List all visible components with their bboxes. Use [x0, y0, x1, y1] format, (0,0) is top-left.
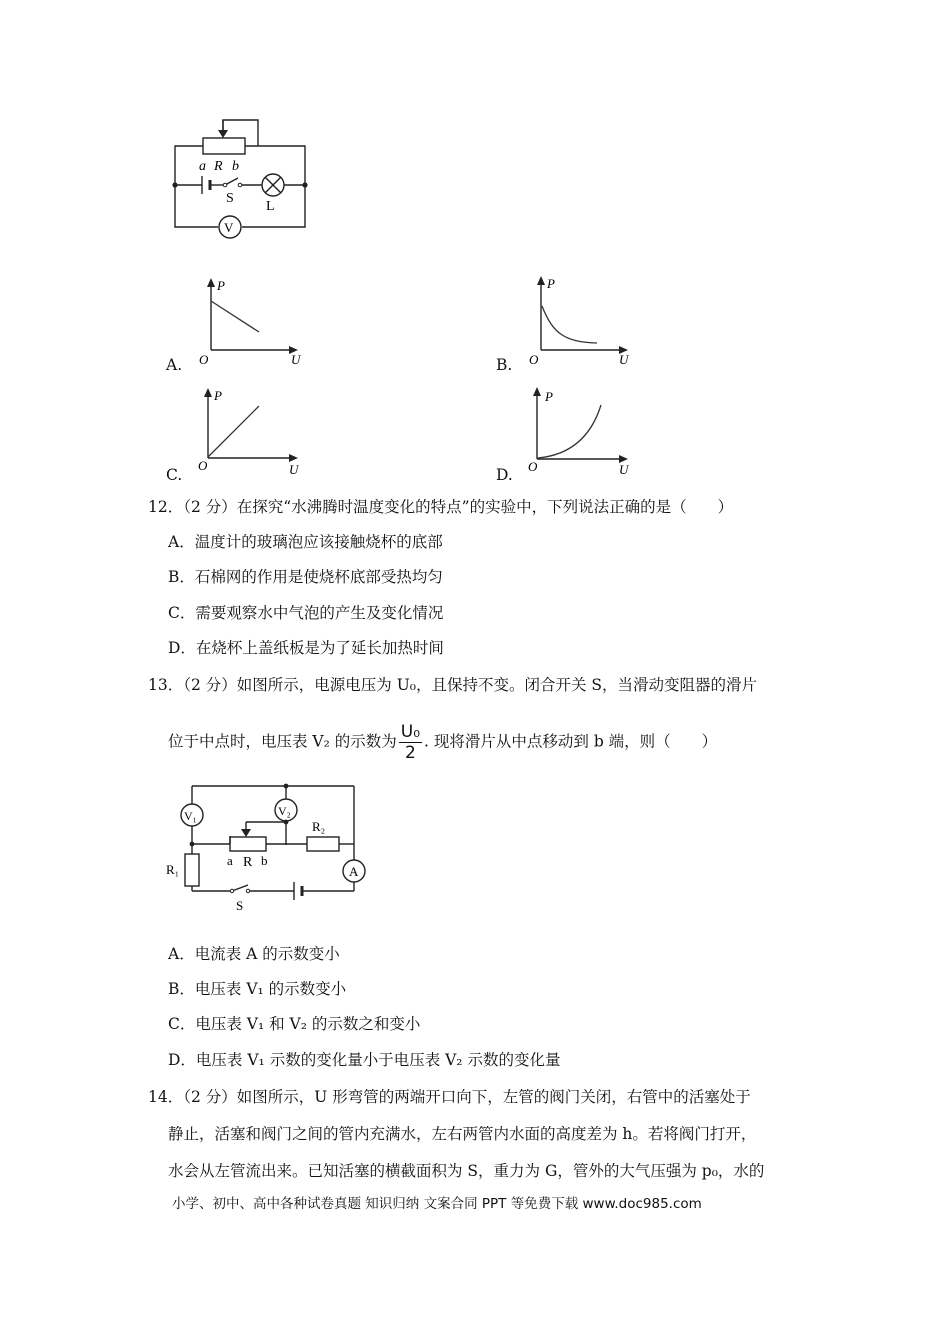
- label-L: L: [266, 199, 275, 214]
- label-V: V: [224, 220, 234, 235]
- graph-d-letter: D.: [496, 466, 513, 484]
- svg-text:U: U: [289, 462, 299, 477]
- q12-option-b: B．石棉网的作用是使烧杯底部受热均匀: [168, 568, 443, 586]
- q14-line3: 水会从左管流出来。已知活塞的横截面积为 S，重力为 G，管外的大气压强为 p₀，水的: [168, 1162, 765, 1180]
- graph-c-line: [208, 406, 259, 457]
- graph-b: [525, 272, 645, 369]
- label-R: R: [214, 159, 223, 174]
- svg-text:P: P: [214, 388, 222, 403]
- label-a-end: a: [227, 853, 233, 868]
- graph-a-letter: A.: [166, 356, 183, 374]
- graph-c-letter: C.: [166, 466, 183, 484]
- fraction-u0-over-2: $\frac{\text{U₀}}{2}$: [400, 722, 421, 763]
- q12-option-d: D．在烧杯上盖纸板是为了延长加热时间: [168, 639, 444, 657]
- label-S: S: [226, 191, 234, 206]
- svg-text:U: U: [619, 352, 629, 367]
- svg-text:O: O: [528, 459, 538, 474]
- label-r1: R₁: [166, 862, 180, 877]
- svg-text:O: O: [529, 352, 539, 367]
- label-b-end: b: [261, 853, 268, 868]
- label-ammeter: A: [349, 864, 359, 879]
- label-v1: V₁: [184, 809, 197, 823]
- svg-text:P: P: [217, 278, 225, 293]
- svg-text:O: O: [199, 352, 209, 367]
- label-a: a: [199, 159, 206, 174]
- q13-option-a: A．电流表 A 的示数变小: [168, 945, 340, 963]
- q13-option-d: D．电压表 V₁ 示数的变化量小于电压表 V₂ 示数的变化量: [168, 1051, 561, 1069]
- q13-option-b: B．电压表 V₁ 的示数变小: [168, 980, 347, 998]
- graph-b-curve: [542, 306, 597, 343]
- q12-stem: 12．（2 分）在探究“水沸腾时温度变化的特点”的实验中，下列说法正确的是（ ）: [148, 498, 734, 516]
- label-v2: V₂: [278, 804, 291, 818]
- graph-b-letter: B.: [496, 356, 513, 374]
- svg-text:U: U: [291, 352, 301, 367]
- q12-option-a: A．温度计的玻璃泡应该接触烧杯的底部: [168, 533, 443, 551]
- q13-stem-line2: 位于中点时，电压表 V₂ 的示数为 $\frac{\text{U₀}}{2}$ . 现将滑片从中点移动到 b 端，则（ ）: [168, 722, 718, 763]
- label-r-rheostat: R: [243, 855, 253, 870]
- q12-option-c: C．需要观察水中气泡的产生及变化情况: [168, 604, 444, 622]
- graph-d: [525, 383, 645, 479]
- graph-c: [195, 384, 315, 479]
- page-footer: 小学、初中、高中各种试卷真题 知识归纳 文案合同 PPT 等免费下载 www.doc985.com: [172, 1196, 702, 1212]
- q14-line2: 静止，活塞和阀门之间的管内充满水，左右两管内水面的高度差为 h。若将阀门打开，: [168, 1125, 757, 1143]
- svg-text:P: P: [547, 276, 555, 291]
- graph-a: [195, 274, 315, 369]
- svg-text:U: U: [619, 462, 629, 477]
- svg-text:O: O: [198, 458, 208, 473]
- q13-stem-line1: 13．（2 分）如图所示，电源电压为 U₀，且保持不变。闭合开关 S，当滑动变阻器的滑片: [148, 676, 758, 694]
- q14-line1: 14．（2 分）如图所示，U 形弯管的两端开口向下，左管的阀门关闭，右管中的活塞处于: [148, 1088, 751, 1106]
- svg-text:P: P: [545, 389, 553, 404]
- q13-option-c: C．电压表 V₁ 和 V₂ 的示数之和变小: [168, 1015, 421, 1033]
- graph-d-curve: [538, 405, 601, 458]
- label-switch: S: [236, 898, 244, 913]
- label-b: b: [232, 159, 239, 174]
- graph-a-line: [211, 301, 259, 332]
- label-r2: R₂: [312, 819, 326, 834]
- q11-circuit-diagram: [160, 112, 320, 244]
- q13-circuit-diagram: [160, 778, 375, 918]
